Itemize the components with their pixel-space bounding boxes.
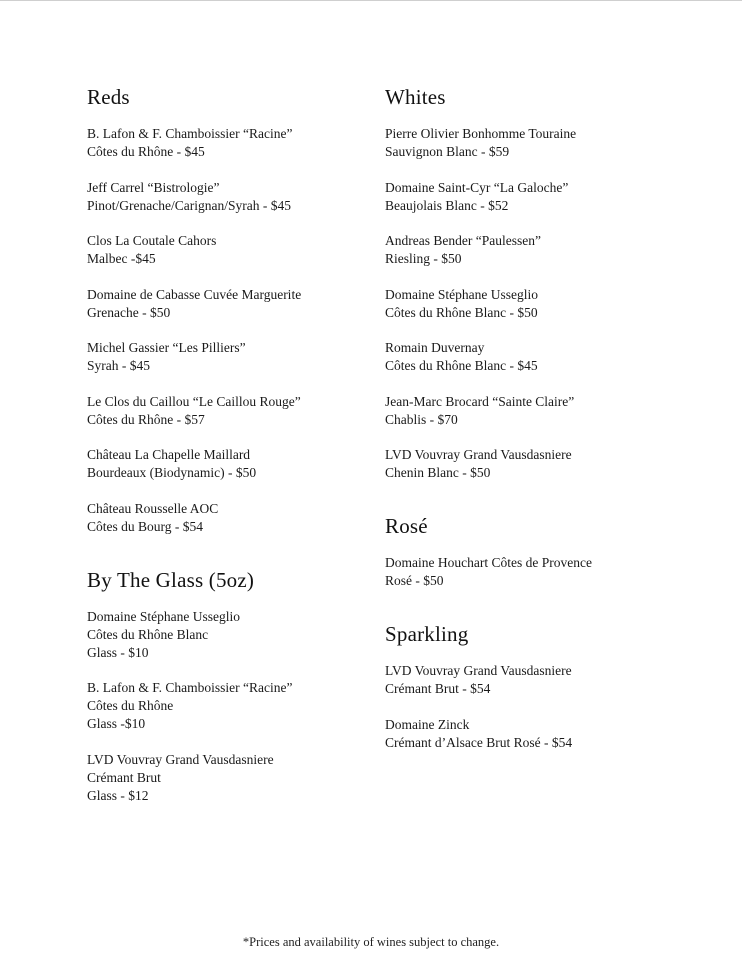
top-border xyxy=(0,0,742,1)
wine-item xyxy=(87,679,372,733)
wine-name: Jean-Marc Brocard “Sainte Claire” xyxy=(385,393,575,409)
wine-detail: Crémant Brut xyxy=(87,769,161,785)
wine-name: Domaine Houchart Côtes de Provence xyxy=(385,555,592,570)
wine-detail: Malbec -$45 xyxy=(87,251,156,266)
wine-name: Jeff Carrel “Bistrologie” xyxy=(87,179,220,195)
wine-name: Pierre Olivier Bonhomme Touraine xyxy=(385,126,577,141)
wine-name: Domaine Stéphane Usseglio xyxy=(385,286,538,302)
wine-name: Michel Gassier “Les Pilliers” xyxy=(87,340,246,355)
wine-name: Château Rousselle AOC xyxy=(87,500,219,516)
wine-name: LVD Vouvray Grand Vausdasniere xyxy=(385,663,572,678)
wine-detail: Bourdeaux (Biodynamic) - $50 xyxy=(87,465,257,480)
wine-item xyxy=(385,286,730,322)
wine-detail: Côtes du Rhône - $57 xyxy=(87,411,205,427)
section-title-rose: Rosé xyxy=(385,514,428,538)
wine-detail: Grenache - $50 xyxy=(87,304,171,320)
wine-item xyxy=(385,232,730,268)
section-title-whites: Whites xyxy=(385,85,446,109)
left-column xyxy=(87,84,372,822)
wine-detail: Riesling - $50 xyxy=(385,251,462,266)
wine-item xyxy=(385,446,730,482)
wine-detail: Côtes du Rhône Blanc - $45 xyxy=(385,358,538,373)
wine-item xyxy=(87,232,372,268)
wine-detail: Côtes du Bourg - $54 xyxy=(87,518,204,534)
wine-item xyxy=(87,125,372,161)
wine-detail: Pinot/Grenache/Carignan/Syrah - $45 xyxy=(87,197,291,213)
wine-detail: Chablis - $70 xyxy=(385,411,458,427)
wine-item xyxy=(87,500,372,536)
footer-note: *Prices and availability of wines subject to change. xyxy=(242,935,500,949)
wine-name: Clos La Coutale Cahors xyxy=(87,233,217,248)
by-the-glass-list xyxy=(87,608,372,805)
wine-detail: Côtes du Rhône xyxy=(87,698,174,713)
wine-detail: Beaujolais Blanc - $52 xyxy=(385,197,509,213)
wine-item xyxy=(385,339,730,375)
wine-name: LVD Vouvray Grand Vausdasniere xyxy=(87,751,274,767)
wine-detail: Crémant d’Alsace Brut Rosé - $54 xyxy=(385,734,573,750)
wine-name: Domaine Stéphane Usseglio xyxy=(87,608,240,624)
wine-item xyxy=(385,393,730,429)
whites-list xyxy=(385,125,730,482)
wine-item xyxy=(385,716,730,752)
wine-detail: Rosé - $50 xyxy=(385,573,444,588)
wine-price: Glass -$10 xyxy=(87,716,146,731)
wine-name: B. Lafon & F. Chamboissier “Racine” xyxy=(87,680,293,695)
wine-item xyxy=(87,393,372,429)
rose-list xyxy=(385,554,730,590)
wine-item xyxy=(385,662,730,698)
wine-name: Le Clos du Caillou “Le Caillou Rouge” xyxy=(87,393,301,409)
wine-detail: Chenin Blanc - $50 xyxy=(385,465,491,480)
wine-name: Château La Chapelle Maillard xyxy=(87,447,251,462)
section-title-by-the-glass: By The Glass (5oz) xyxy=(87,567,255,592)
section-title-reds: Reds xyxy=(87,85,130,109)
wine-detail: Côtes du Rhône Blanc xyxy=(87,626,209,642)
wine-item xyxy=(87,751,372,805)
reds-list xyxy=(87,125,372,536)
wine-item xyxy=(87,608,372,662)
wine-price: Glass - $10 xyxy=(87,644,149,660)
wine-detail: Sauvignon Blanc - $59 xyxy=(385,144,510,159)
wine-price: Glass - $12 xyxy=(87,787,149,803)
wine-item xyxy=(385,125,730,161)
wine-item xyxy=(87,339,372,375)
wine-item xyxy=(87,446,372,482)
wine-detail: Côtes du Rhône Blanc - $50 xyxy=(385,304,538,320)
wine-name: LVD Vouvray Grand Vausdasniere xyxy=(385,447,572,462)
wine-name: Romain Duvernay xyxy=(385,340,485,355)
wine-name: B. Lafon & F. Chamboissier “Racine” xyxy=(87,126,293,141)
wine-name: Domaine Saint-Cyr “La Galoche” xyxy=(385,179,569,195)
wine-item xyxy=(385,179,730,215)
wine-detail: Crémant Brut - $54 xyxy=(385,681,491,696)
wine-item xyxy=(87,286,372,322)
section-title-sparkling: Sparkling xyxy=(385,622,469,646)
wine-name: Domaine Zinck xyxy=(385,716,470,732)
wine-name: Domaine de Cabasse Cuvée Marguerite xyxy=(87,286,302,302)
right-column xyxy=(385,84,730,769)
sparkling-list xyxy=(385,662,730,752)
wine-name: Andreas Bender “Paulessen” xyxy=(385,233,541,248)
wine-detail: Syrah - $45 xyxy=(87,358,150,373)
wine-item xyxy=(87,179,372,215)
wine-detail: Côtes du Rhône - $45 xyxy=(87,144,205,159)
wine-item xyxy=(385,554,730,590)
